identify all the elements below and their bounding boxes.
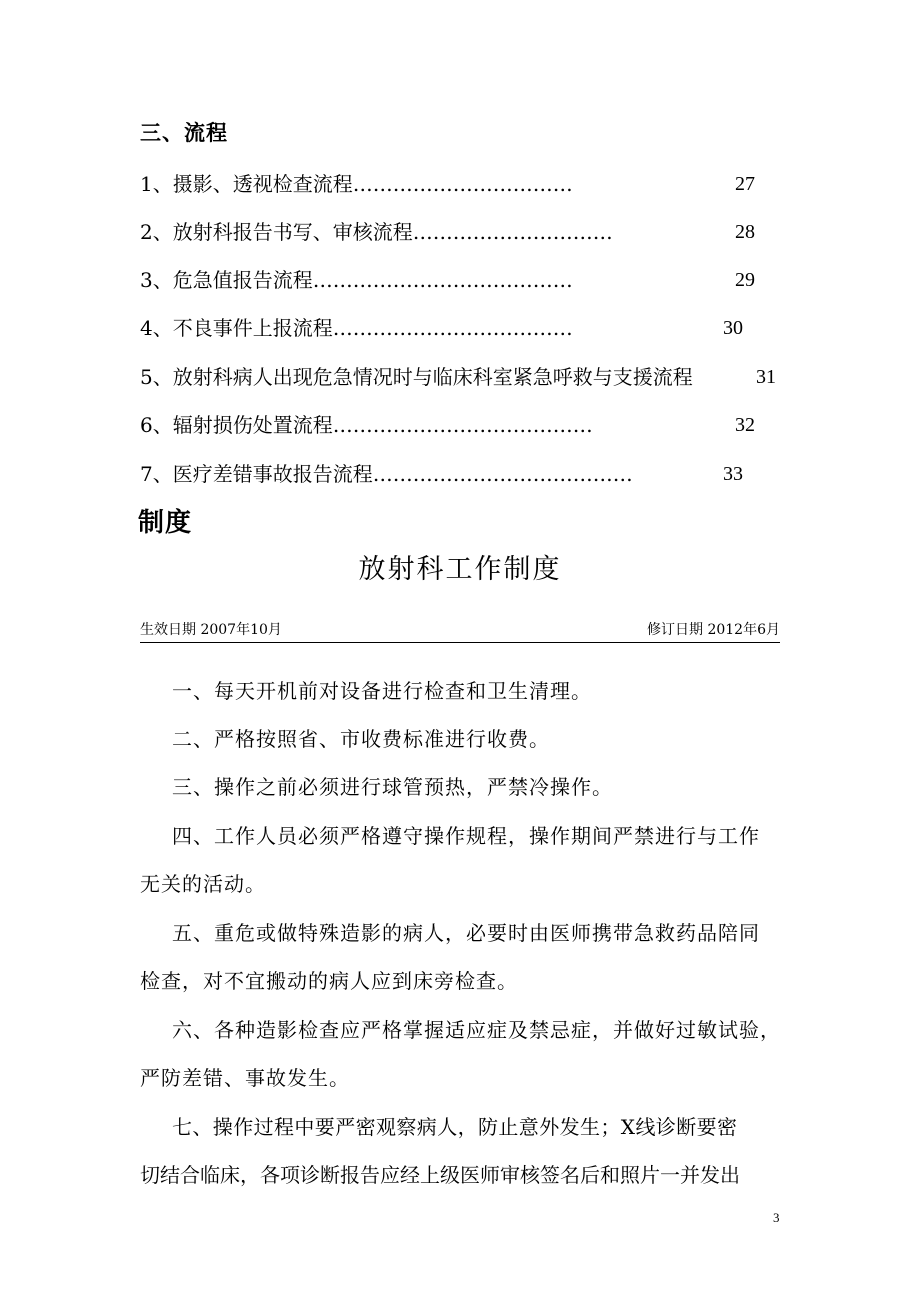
toc-entry-text: 4、不良事件上报流程 <box>140 316 333 340</box>
paragraph-line: 严防差错、事故发生。 <box>140 1066 350 1090</box>
toc-page-number: 30 <box>723 317 743 339</box>
paragraph-line: 四、工作人员必须严格遵守操作规程，操作期间严禁进行与工作 <box>172 824 760 848</box>
paragraph-line: 七、操作过程中要严密观察病人，防止意外发生；X线诊断要密 <box>172 1115 738 1139</box>
paragraph-line: 一、每天开机前对设备进行检查和卫生清理。 <box>172 679 592 703</box>
toc-entry <box>140 169 573 199</box>
toc-entry-text: 7、医疗差错事故报告流程 <box>140 462 373 486</box>
date-info-row <box>140 618 780 643</box>
paragraph-line: 三、操作之前必须进行球管预热，严禁冷操作。 <box>172 775 613 799</box>
toc-entry <box>140 362 693 392</box>
toc-entry-text: 3、危急值报告流程 <box>140 268 313 292</box>
paragraph-line: 切结合临床，各项诊断报告应经上级医师审核签名后和照片一并发出 <box>140 1163 740 1187</box>
document-title: 放射科工作制度 <box>358 554 562 585</box>
rule-paragraph <box>140 909 782 1005</box>
heading-regulations: 制度 <box>138 508 193 538</box>
toc-entry <box>140 410 593 440</box>
toc-page-number: 33 <box>723 463 743 485</box>
paragraph-line: 无关的活动。 <box>140 872 266 896</box>
page-number: 3 <box>773 1210 780 1225</box>
effective-date: 生效日期 2007年10月 <box>140 622 282 638</box>
toc-leader: ……………………………… <box>332 316 573 340</box>
toc-leader: ………………………… <box>412 220 613 244</box>
toc-leader: ………………………………… <box>372 462 633 486</box>
toc-page-number: 31 <box>756 366 776 388</box>
paragraph-line: 五、重危或做特殊造影的病人，必要时由医师携带急救药品陪同 <box>172 921 760 945</box>
toc-page-number: 29 <box>735 269 755 291</box>
toc-entry <box>140 313 573 343</box>
toc-entry-text: 1、摄影、透视检查流程 <box>140 172 353 196</box>
paragraph-line: 六、各种造影检查应严格掌握适应症及禁忌症，并做好过敏试验， <box>172 1018 781 1042</box>
toc-leader: …………………………… <box>352 172 573 196</box>
toc-entry <box>140 459 633 489</box>
toc-entry <box>140 217 613 247</box>
rule-paragraph <box>140 812 782 908</box>
section-heading-flow: 三、流程 <box>140 120 228 145</box>
toc-page-number: 27 <box>735 173 755 195</box>
rule-paragraph <box>140 667 782 715</box>
rule-paragraph <box>140 715 782 763</box>
toc-leader: ………………………………… <box>332 413 593 437</box>
paragraph-line: 二、严格按照省、市收费标准进行收费。 <box>172 727 550 751</box>
toc-entry-text: 5、放射科病人出现危急情况时与临床科室紧急呼救与支援流程 <box>140 365 693 389</box>
paragraph-line: 检查，对不宜搬动的病人应到床旁检查。 <box>140 969 518 993</box>
toc-entry-text: 6、辐射损伤处置流程 <box>140 413 333 437</box>
revised-date: 修订日期 2012年6月 <box>647 622 780 638</box>
rule-paragraph <box>140 763 782 811</box>
toc-page-number: 32 <box>735 414 755 436</box>
rule-paragraph <box>140 1006 782 1102</box>
toc-entry-text: 2、放射科报告书写、审核流程 <box>140 220 413 244</box>
toc-leader: ………………………………… <box>312 268 573 292</box>
toc-entry <box>140 265 573 295</box>
rule-paragraph <box>140 1103 782 1199</box>
toc-page-number: 28 <box>735 221 755 243</box>
